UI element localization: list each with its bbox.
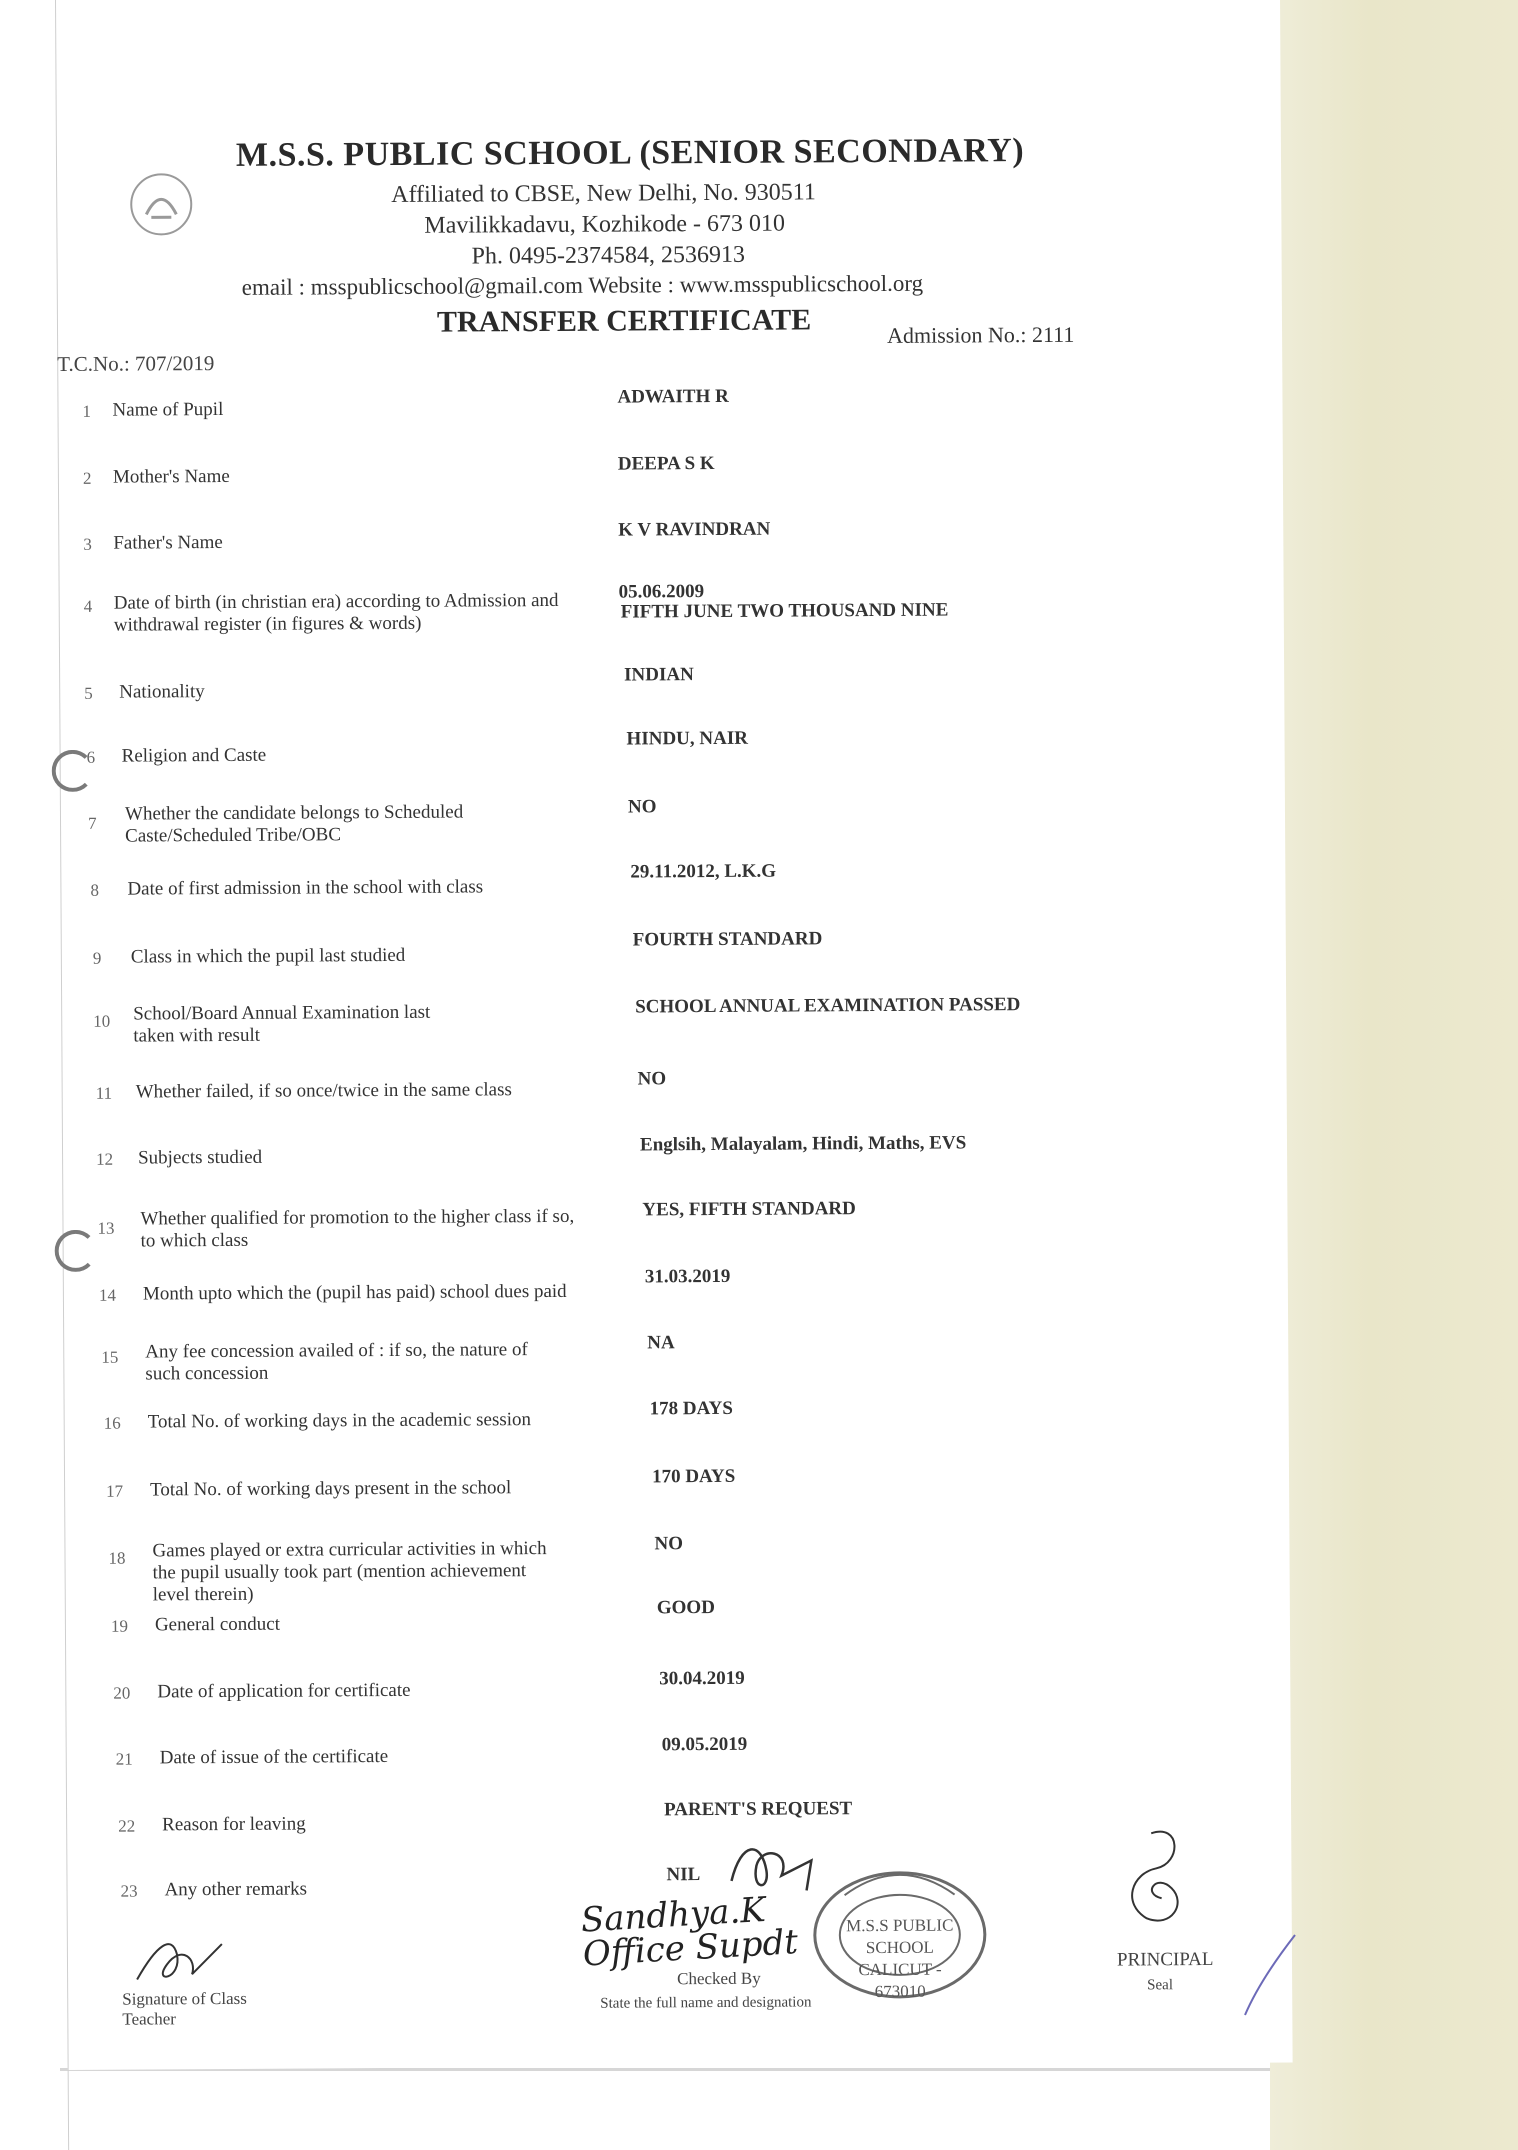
field-label: Reason for leaving bbox=[162, 1813, 306, 1836]
field-label: Any fee concession availed of : if so, the nature of such concession bbox=[145, 1339, 528, 1385]
field-row bbox=[62, 1195, 1287, 1262]
field-label: Whether the candidate belongs to Scheduled Caste/Scheduled Tribe/OBC bbox=[124, 801, 464, 847]
field-row bbox=[59, 725, 1284, 792]
field-label: Class in which the pupil last studied bbox=[130, 944, 406, 968]
field-label: General conduct bbox=[154, 1613, 281, 1636]
field-label: Whether failed, if so once/twice in the same class bbox=[135, 1079, 512, 1103]
field-number: 17 bbox=[106, 1481, 124, 1501]
field-number: 6 bbox=[86, 747, 96, 767]
school-logo-icon bbox=[126, 169, 196, 239]
field-value: 30.04.2019 bbox=[659, 1667, 745, 1690]
principal-label: PRINCIPAL bbox=[1116, 1948, 1214, 1971]
admission-number: Admission No.: 2111 bbox=[886, 321, 1075, 348]
letterhead bbox=[55, 0, 1282, 400]
field-label: Month upto which the (pupil has paid) school dues paid bbox=[142, 1280, 567, 1305]
field-number: 7 bbox=[87, 813, 97, 833]
certificate-paper bbox=[55, 0, 1293, 2070]
field-value: K V RAVINDRAN bbox=[618, 518, 771, 541]
field-number: 12 bbox=[96, 1149, 114, 1169]
field-label: Date of issue of the certificate bbox=[159, 1745, 389, 1769]
checked-by-note: State the full name and designation bbox=[600, 1994, 812, 2012]
field-value: DEEPA S K bbox=[617, 452, 715, 475]
field-value: 170 DAYS bbox=[651, 1465, 736, 1488]
principal-signature-icon bbox=[1101, 1823, 1212, 1934]
field-number: 1 bbox=[82, 401, 92, 421]
stamp-text: M.S.S PUBLIC SCHOOL CALICUT - 673010 bbox=[846, 1915, 954, 2002]
school-contact: email : msspublicschool@gmail.com Website : www.msspublicschool.org bbox=[241, 270, 924, 300]
field-label: Games played or extra curricular activities in which the pupil usually took part (mention achievement level therein) bbox=[152, 1538, 547, 1606]
field-label: School/Board Annual Examination last taken with result bbox=[133, 1001, 431, 1047]
school-name: M.S.S. PUBLIC SCHOOL (SENIOR SECONDARY) bbox=[235, 132, 1025, 174]
field-number: 3 bbox=[83, 534, 92, 554]
field-number: 4 bbox=[83, 596, 93, 616]
field-label: Total No. of working days in the academic session bbox=[147, 1409, 532, 1433]
field-row bbox=[60, 858, 1285, 925]
field-number: 13 bbox=[97, 1218, 115, 1238]
field-number: 16 bbox=[103, 1413, 121, 1433]
field-value: HINDU, NAIR bbox=[626, 727, 748, 750]
field-value: SCHOOL ANNUAL EXAMINATION PASSED bbox=[635, 994, 1021, 1018]
field-row bbox=[64, 1462, 1289, 1529]
field-value: 09.05.2019 bbox=[661, 1733, 748, 1756]
field-label: Date of application for certificate bbox=[157, 1679, 411, 1703]
class-teacher-signature-icon bbox=[127, 1924, 237, 1995]
field-label: Mother's Name bbox=[112, 465, 230, 488]
field-number: 21 bbox=[115, 1749, 133, 1769]
field-row bbox=[58, 516, 1283, 583]
field-label: Total No. of working days present in the school bbox=[150, 1477, 512, 1501]
field-value: NO bbox=[637, 1068, 667, 1090]
field-label: Date of birth (in christian era) according to Admission and withdrawal register (in figures & words) bbox=[113, 589, 559, 636]
field-value: INDIAN bbox=[624, 664, 694, 686]
field-row bbox=[65, 1664, 1290, 1731]
field-number: 15 bbox=[101, 1347, 119, 1367]
field-row bbox=[64, 1394, 1289, 1461]
tc-number: T.C.No.: 707/2019 bbox=[57, 351, 215, 376]
field-row bbox=[63, 1262, 1288, 1329]
field-label: Name of Pupil bbox=[112, 398, 224, 421]
seal-label: Seal bbox=[1147, 1977, 1174, 1994]
field-row bbox=[62, 1064, 1287, 1131]
field-number: 5 bbox=[84, 683, 93, 703]
field-label: Father's Name bbox=[113, 531, 223, 554]
field-label: Subjects studied bbox=[138, 1146, 263, 1169]
field-row bbox=[58, 450, 1283, 517]
school-address: Mavilikkadavu, Kozhikode - 673 010 bbox=[424, 210, 786, 239]
field-row bbox=[63, 1328, 1288, 1395]
field-number: 2 bbox=[82, 468, 92, 488]
field-row bbox=[59, 578, 1284, 655]
handwritten-name: Sandhya.K Office Supdt bbox=[579, 1889, 800, 1975]
field-label: Any other remarks bbox=[164, 1878, 308, 1901]
field-number: 10 bbox=[93, 1011, 111, 1031]
field-value: 31.03.2019 bbox=[644, 1265, 731, 1288]
checked-by-label: Checked By bbox=[677, 1968, 761, 1989]
field-value: NIL bbox=[666, 1864, 701, 1886]
field-value: Englsih, Malayalam, Hindi, Maths, EVS bbox=[639, 1132, 967, 1156]
field-number: 8 bbox=[90, 880, 99, 900]
field-row bbox=[61, 925, 1286, 992]
field-row bbox=[65, 1596, 1290, 1666]
class-teacher-label: Signature of Class Teacher bbox=[122, 1988, 247, 2029]
field-value: NO bbox=[654, 1533, 684, 1555]
field-value: NO bbox=[627, 796, 657, 818]
field-value: 178 DAYS bbox=[649, 1397, 733, 1420]
field-number: 22 bbox=[118, 1816, 136, 1836]
field-row bbox=[66, 1730, 1291, 1797]
field-number: 9 bbox=[92, 948, 102, 968]
field-value: NA bbox=[647, 1332, 675, 1354]
field-number: 14 bbox=[98, 1285, 116, 1305]
field-row bbox=[62, 1130, 1287, 1197]
field-number: 19 bbox=[110, 1616, 128, 1636]
field-number: 20 bbox=[113, 1683, 131, 1703]
field-label: Whether qualified for promotion to the higher class if so, to which class bbox=[140, 1205, 575, 1252]
field-row bbox=[61, 992, 1286, 1059]
field-label: Nationality bbox=[119, 681, 205, 703]
field-label: Date of first admission in the school with class bbox=[127, 876, 484, 900]
field-value: GOOD bbox=[656, 1596, 715, 1619]
field-number: 23 bbox=[120, 1881, 138, 1901]
field-value: PARENT'S REQUEST bbox=[664, 1798, 853, 1821]
field-value: 29.11.2012, L.K.G bbox=[630, 860, 777, 883]
field-value: 05.06.2009 bbox=[618, 581, 705, 603]
school-affiliation: Affiliated to CBSE, New Delhi, No. 930511 bbox=[391, 179, 816, 208]
field-label: Religion and Caste bbox=[121, 744, 267, 767]
field-number: 18 bbox=[108, 1548, 126, 1568]
school-phone: Ph. 0495-2374584, 2536913 bbox=[471, 241, 745, 270]
field-row bbox=[59, 661, 1284, 728]
field-value: ADWAITH R bbox=[617, 385, 729, 408]
field-value: YES, FIFTH STANDARD bbox=[642, 1198, 856, 1221]
pen-mark-icon bbox=[1240, 1930, 1300, 2020]
field-row bbox=[57, 383, 1282, 450]
field-value-words: FIFTH JUNE TWO THOUSAND NINE bbox=[620, 599, 949, 623]
field-number: 11 bbox=[95, 1083, 113, 1103]
certificate-title: TRANSFER CERTIFICATE bbox=[436, 303, 812, 339]
field-value: FOURTH STANDARD bbox=[632, 928, 823, 951]
field-row bbox=[60, 793, 1285, 860]
page-edge bbox=[1270, 0, 1518, 2150]
